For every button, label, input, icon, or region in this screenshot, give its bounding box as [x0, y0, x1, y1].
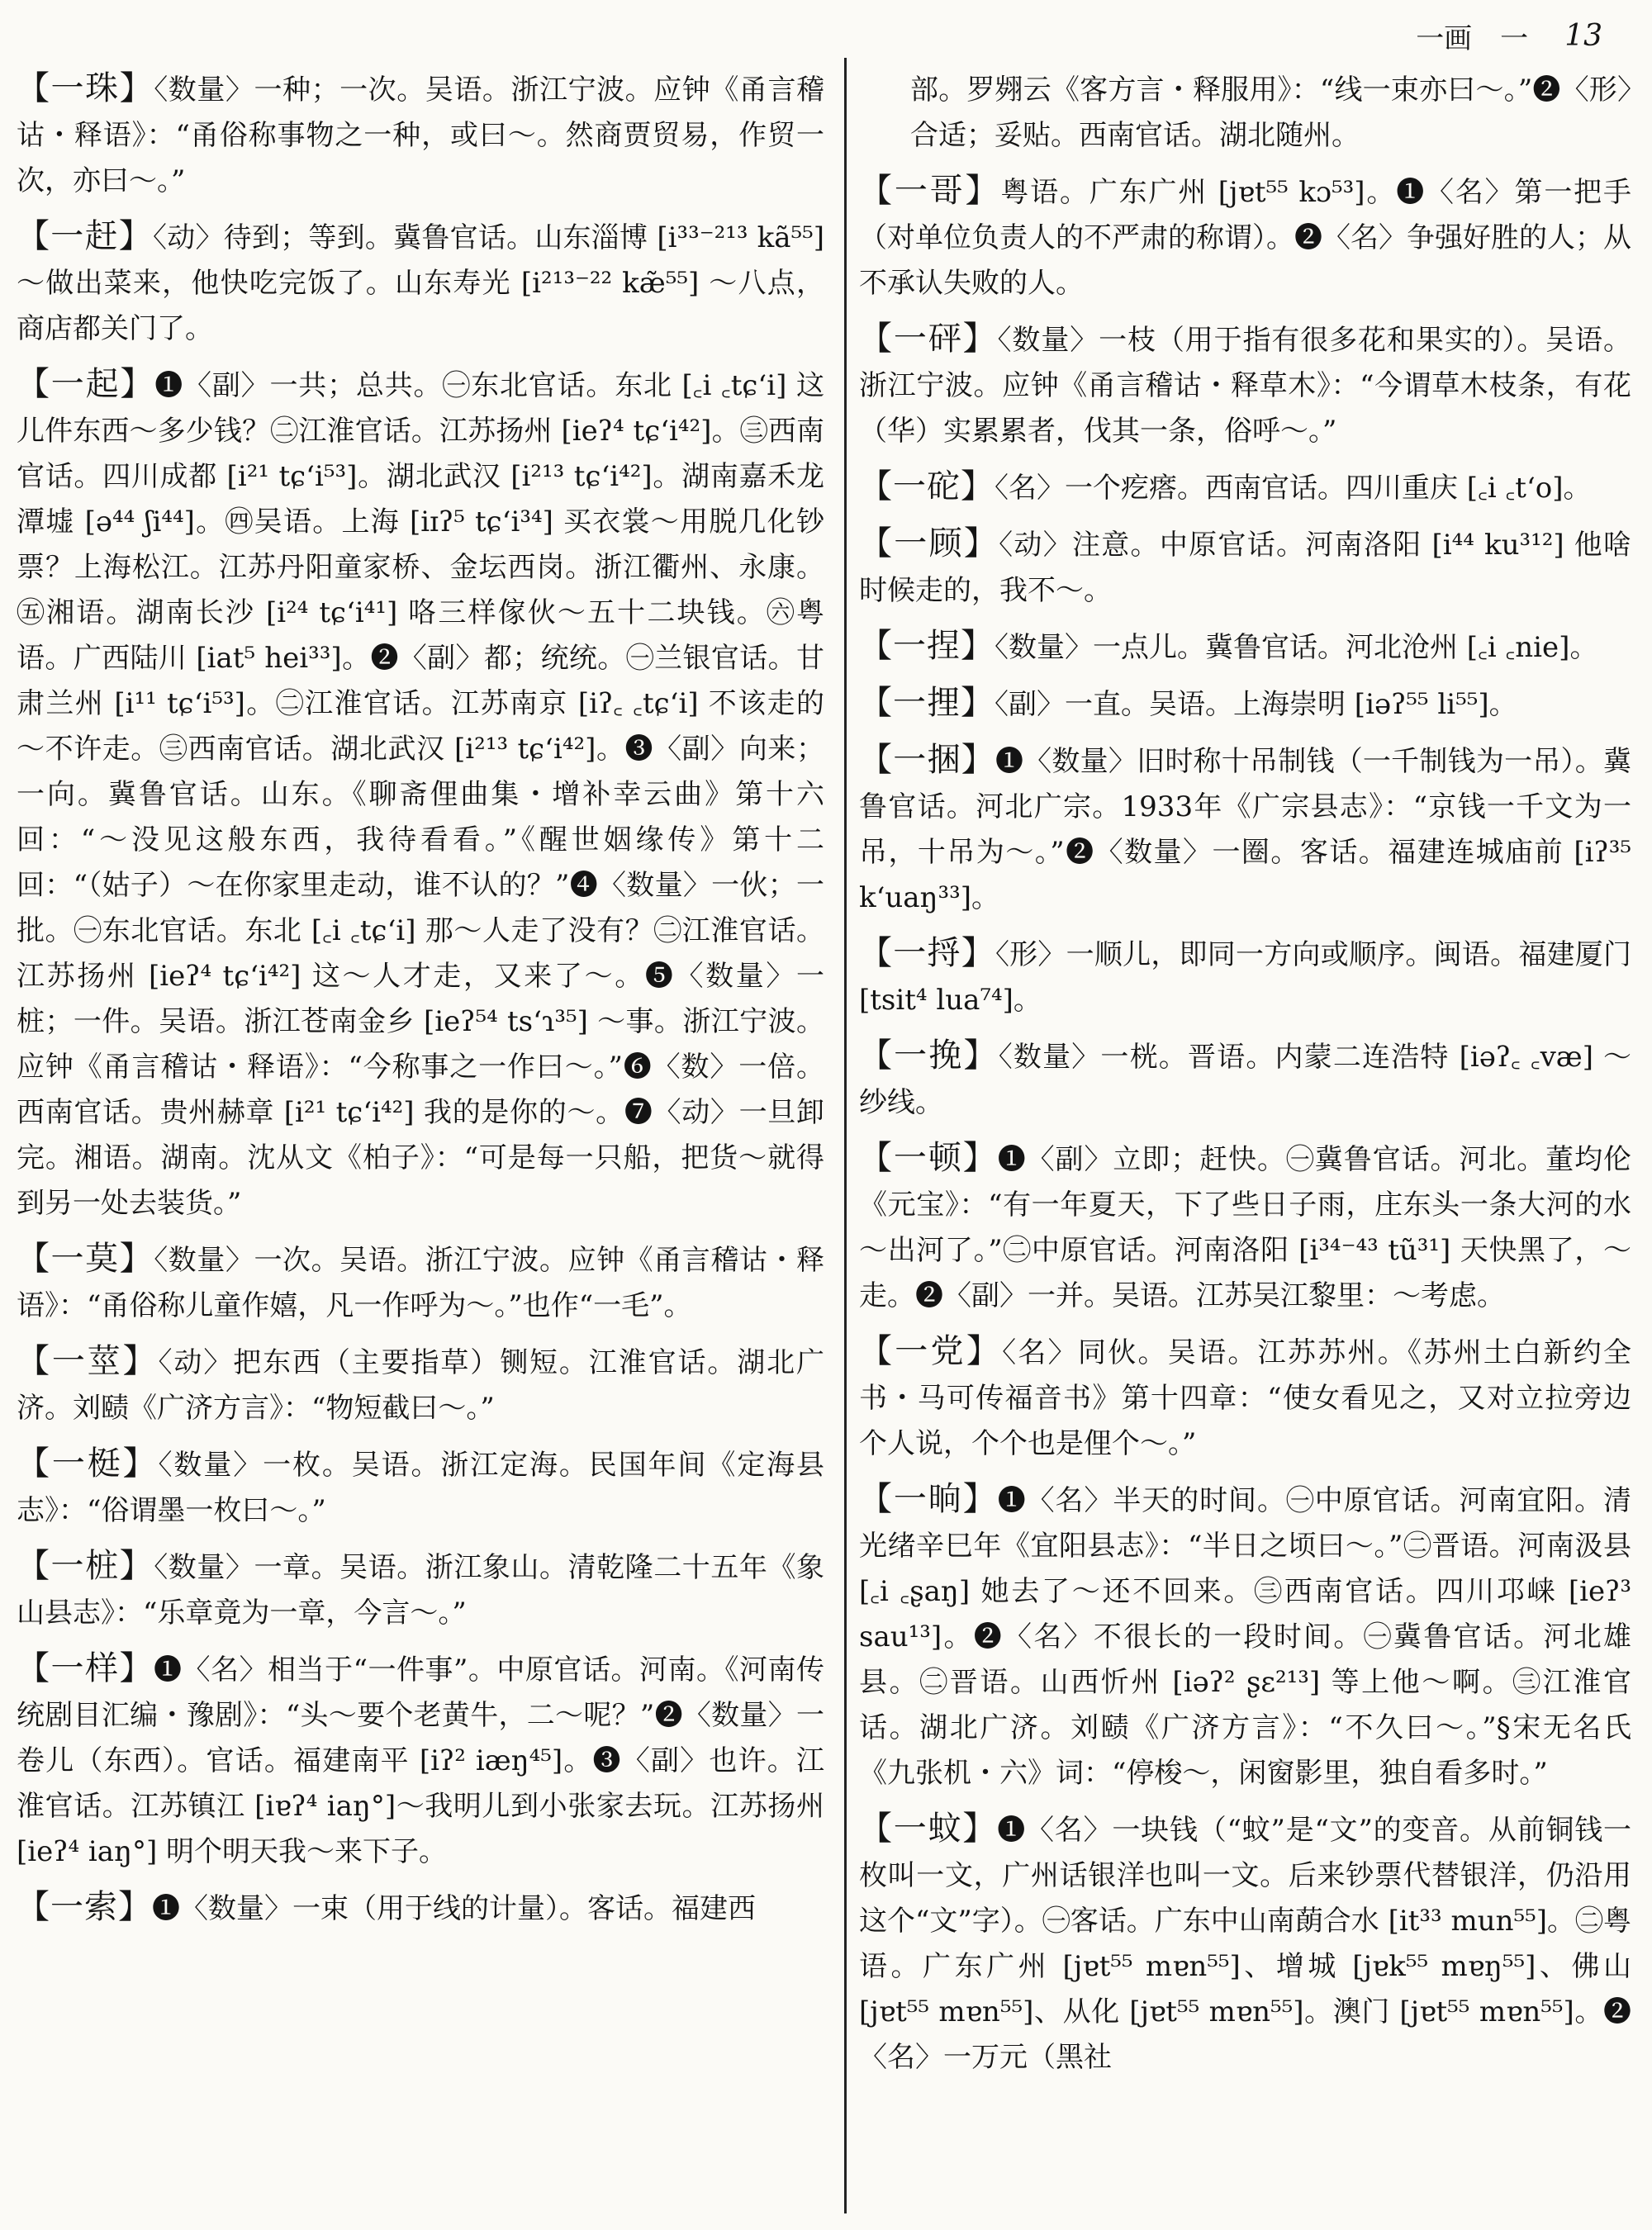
entry-definition: 〈动〉待到；等到。冀鲁官话。山东淄博 [i³³⁻²¹³ kã⁵⁵] ～做出菜来，他快吃完饭了。山东寿光 [i²¹³⁻²² kæ̃⁵⁵] ～八点，商店都关门了。 — [17, 221, 824, 345]
dictionary-entry — [859, 681, 1631, 728]
entry-definition: 〈数量〉一章。吴语。浙江象山。清乾隆二十五年《象山县志》：“乐章竟为一章，今言～。” — [17, 1551, 824, 1630]
dictionary-entry — [859, 931, 1631, 1023]
entry-definition: 〈名〉一个疙瘩。西南官话。四川重庆 [꜀i ꜀tʻo]。 — [995, 472, 1592, 505]
entry-headword: 【一晌】 — [859, 1480, 998, 1518]
page-header — [826, 15, 1602, 56]
entry-headword: 【一珠】 — [17, 69, 154, 107]
dictionary-entry — [859, 624, 1631, 671]
entry-headword: 【一样】 — [17, 1649, 154, 1687]
entry-headword: 【一索】 — [17, 1888, 152, 1926]
entry-headword: 【一哥】 — [859, 172, 1001, 210]
dictionary-entry — [17, 362, 824, 1226]
left-column — [17, 66, 824, 2222]
entry-headword: 【一桩】 — [17, 1547, 154, 1585]
page-number: 13 — [1564, 18, 1602, 53]
section-label: 一画 一 — [1416, 21, 1529, 55]
entry-headword: 【一顾】 — [859, 524, 999, 562]
dictionary-entry — [859, 521, 1631, 614]
entry-definition: 部。罗翙云《客方言・释服用》：“线一束亦曰～。”❷〈形〉合适；妥贴。西南官话。湖北随州。 — [910, 74, 1631, 152]
entry-definition: 〈数量〉一枝（用于指有很多花和果实的）。吴语。浙江宁波。应钟《甬言稽诂・释草木》：“今谓草木枝条，有花（华）实累累者，伐其一条，俗呼～。” — [859, 324, 1631, 448]
entry-headword: 【一砣】 — [859, 467, 995, 505]
entry-definition: ❶〈名〉半天的时间。㊀中原官话。河南宜阳。清光绪辛巳年《宜阳县志》：“半日之顷曰～。”㊁晋语。河南汲县 [꜀i ꜀ʂaŋ] 她去了～还不回来。㊂西南官话。四川邛崃 [ieʔ³ sau¹³]。❷〈名〉不很长的一段时间。㊀冀鲁官话。河北雄县。㊁晋语。山西忻州 [iəʔ² ʂɛ²¹³] 等上他～啊。㊂江淮官话。湖北广济。刘赜《广济方言》：“不久曰～。”§宋无名氏《九张机・六》词：“停梭～，闲窗影里，独自看多时。” — [859, 1484, 1631, 1790]
entry-headword: 【一捏】 — [859, 627, 995, 665]
dictionary-entry — [17, 1441, 824, 1534]
right-column — [859, 66, 1631, 2222]
entry-headword: 【一赶】 — [17, 217, 153, 255]
dictionary-entry — [859, 1033, 1631, 1126]
dictionary-entry — [859, 464, 1631, 511]
entry-headword: 【一捚】 — [859, 684, 995, 722]
entry-definition: 〈数量〉一枚。吴语。浙江定海。民国年间《定海县志》：“俗谓墨一枚曰～。” — [17, 1449, 824, 1527]
entry-headword: 【一莖】 — [17, 1342, 159, 1380]
dictionary-entry — [17, 1544, 824, 1636]
entry-definition: 〈数量〉一点儿。冀鲁官话。河北沧州 [꜀i ꜀nie]。 — [995, 631, 1598, 664]
entry-definition: ❶〈副〉立即；赶快。㊀冀鲁官话。河北。董均伦《元宝》：“有一年夏天，下了些日子雨，庄东头一条大河的水～出河了。”㊁中原官话。河南洛阳 [i³⁴⁻⁴³ tũ³¹] 天快黑了，～走。❷〈副〉一并。吴语。江苏吴江黎里：～考虑。 — [859, 1143, 1631, 1312]
dictionary-entry — [859, 1477, 1631, 1796]
entry-definition: 〈动〉注意。中原官话。河南洛阳 [i⁴⁴ ku³¹²] 他啥时候走的，我不～。 — [859, 529, 1631, 607]
dictionary-entry-continued — [859, 66, 1631, 159]
dictionary-entry — [859, 1806, 1631, 2081]
dictionary-entry — [859, 1136, 1631, 1319]
dictionary-entry — [17, 1646, 824, 1875]
entry-headword: 【一挽】 — [859, 1037, 999, 1075]
entry-headword: 【一捆】 — [859, 741, 995, 779]
entry-definition: 〈数量〉一次。吴语。浙江宁波。应钟《甬言稽诂・释语》：“甬俗称儿童作嬉，凡一作呼为～。”也作“一毛”。 — [17, 1244, 824, 1322]
entry-headword: 【一顿】 — [859, 1139, 998, 1177]
entry-definition: 〈名〉同伙。吴语。江苏苏州。《苏州土白新约全书・马可传福音书》第十四章：“使女看见之，又对立拉旁边个人说，个个也是俚个～。” — [859, 1336, 1631, 1460]
dictionary-entry — [859, 316, 1631, 454]
entry-headword: 【一起】 — [17, 365, 155, 403]
dictionary-entry — [859, 168, 1631, 306]
dictionary-entry — [859, 738, 1631, 921]
dictionary-entry — [17, 66, 824, 204]
entry-headword: 【一蚊】 — [859, 1810, 998, 1848]
entry-headword: 【一莫】 — [17, 1240, 154, 1278]
dictionary-entry — [17, 1885, 824, 1932]
column-divider — [844, 58, 847, 2213]
entry-headword: 【一梃】 — [17, 1445, 159, 1483]
entry-definition: 〈数量〉一种；一次。吴语。浙江宁波。应钟《甬言稽诂・释语》：“甬俗称事物之一种，或曰～。然商贾贸易，作贸一次，亦曰～。” — [17, 74, 824, 197]
entry-definition: 粤语。广东广州 [jɐt⁵⁵ kɔ⁵³]。❶〈名〉第一把手（对单位负责人的不严肃的称谓）。❷〈名〉争强好胜的人；从不承认失败的人。 — [859, 176, 1631, 300]
entry-definition: 〈动〉把东西（主要指草）铡短。江淮官话。湖北广济。刘赜《广济方言》：“物短截曰～。” — [17, 1346, 824, 1425]
dictionary-entry — [17, 1236, 824, 1329]
entry-definition: 〈形〉一顺儿，即同一方向或顺序。闽语。福建厦门 [tsit⁴ lua⁷⁴]。 — [859, 938, 1631, 1017]
entry-headword: 【一党】 — [859, 1332, 1003, 1370]
entry-definition: ❶〈数量〉一束（用于线的计量）。客话。福建西 — [152, 1892, 756, 1925]
entry-definition: ❶〈名〉一块钱（“蚊”是“文”的变音。从前铜钱一枚叫一文，广州话银洋也叫一文。后来钞票代替银洋，仍沿用这个“文”字）。㊀客话。广东中山南蓢合水 [it³³ mun⁵⁵]。㊁粤语。广东广州 [jɐt⁵⁵ mɐn⁵⁵]、增城 [jɐk⁵⁵ mɐŋ⁵⁵]、佛山 [jɐt⁵⁵ mɐn⁵⁵]、从化 [jɐt⁵⁵ mɐn⁵⁵]。澳门 [jɐt⁵⁵ mɐn⁵⁵]。❷〈名〉一万元（黑社 — [859, 1814, 1631, 2074]
entry-definition: 〈数量〉一桄。晋语。内蒙二连浩特 [iəʔ꜀ ꜀væ] ～纱线。 — [859, 1041, 1631, 1119]
entry-definition: ❶〈副〉一共；总共。㊀东北官话。东北 [꜀i ꜀tɕʻi] 这儿件东西～多少钱？㊁江淮官话。江苏扬州 [ieʔ⁴ tɕʻi⁴²]。㊂西南官话。四川成都 [i²¹ tɕʻi⁵³]。湖北武汉 [i²¹³ tɕʻi⁴²]。湖南嘉禾龙潭墟 [ə⁴⁴ ʃi⁴⁴]。㊃吴语。上海 [iɪʔ⁵ tɕʻi³⁴] 买衣裳～用脱几化钞票？上海松江。江苏丹阳童家桥、金坛西岗。浙江衢州、永康。㊄湘语。湖南长沙 [i²⁴ tɕʻi⁴¹] 咯三样傢伙～五十二块钱。㊅粤语。广西陆川 [iat⁵ hei³³]。❷〈副〉都；统统。㊀兰银官话。甘肃兰州 [i¹¹ tɕʻi⁵³]。㊁江淮官话。江苏南京 [iʔ꜀ ꜀tɕʻi] 不该走的～不许走。㊂西南官话。湖北武汉 [i²¹³ tɕʻi⁴²]。❸〈副〉向来；一向。冀鲁官话。山东。《聊斋俚曲集・增补幸云曲》第十六回：“～没见这般东西，我待看看。”《醒世姻缘传》第十二回：“（姑子）～在你家里走动，谁不认的？”❹〈数量〉一伙；一批。㊀东北官话。东北 [꜀i ꜀tɕʻi] 那～人走了没有？㊁江淮官话。江苏扬州 [ieʔ⁴ tɕʻi⁴²] 这～人才走，又来了～。❺〈数量〉一桩；一件。吴语。浙江苍南金乡 [ieʔ⁵⁴ tsʻɿ³⁵] ～事。浙江宁波。应钟《甬言稽诂・释语》：“今称事之一作曰～。”❻〈数〉一倍。西南官话。贵州赫章 [i²¹ tɕʻi⁴²] 我的是你的～。❼〈动〉一旦卸完。湘语。湖南。沈从文《柏子》：“可是每一只船，把货～就得到另一处去装货。” — [17, 369, 824, 1220]
entry-definition: 〈副〉一直。吴语。上海崇明 [iəʔ⁵⁵ li⁵⁵]。 — [995, 688, 1517, 721]
dictionary-entry — [17, 214, 824, 352]
entry-definition: ❶〈数量〉旧时称十吊制钱（一千制钱为一吊）。冀鲁官话。河北广宗。1933年《广宗县志》：“京钱一千文为一吊，十吊为～。”❷〈数量〉一圈。客话。福建连城庙前 [iʔ³⁵ kʻuaŋ³³]。 — [859, 745, 1631, 914]
entry-definition: ❶〈名〉相当于“一件事”。中原官话。河南。《河南传统剧目汇编・豫剧》：“头～要个老黄牛，二～呢？”❷〈数量〉一卷儿（东西）。官话。福建南平 [iʔ² iæŋ⁴⁵]。❸〈副〉也许。江淮官话。江苏镇江 [iɐʔ⁴ iaŋ°]～我明儿到小张家去玩。江苏扬州 [ieʔ⁴ iaŋ°] 明个明天我～来下子。 — [17, 1654, 824, 1868]
entry-headword: 【一砰】 — [859, 320, 998, 358]
dictionary-entry — [859, 1329, 1631, 1467]
dictionary-entry — [17, 1339, 824, 1431]
entry-headword: 【一捋】 — [859, 934, 995, 972]
